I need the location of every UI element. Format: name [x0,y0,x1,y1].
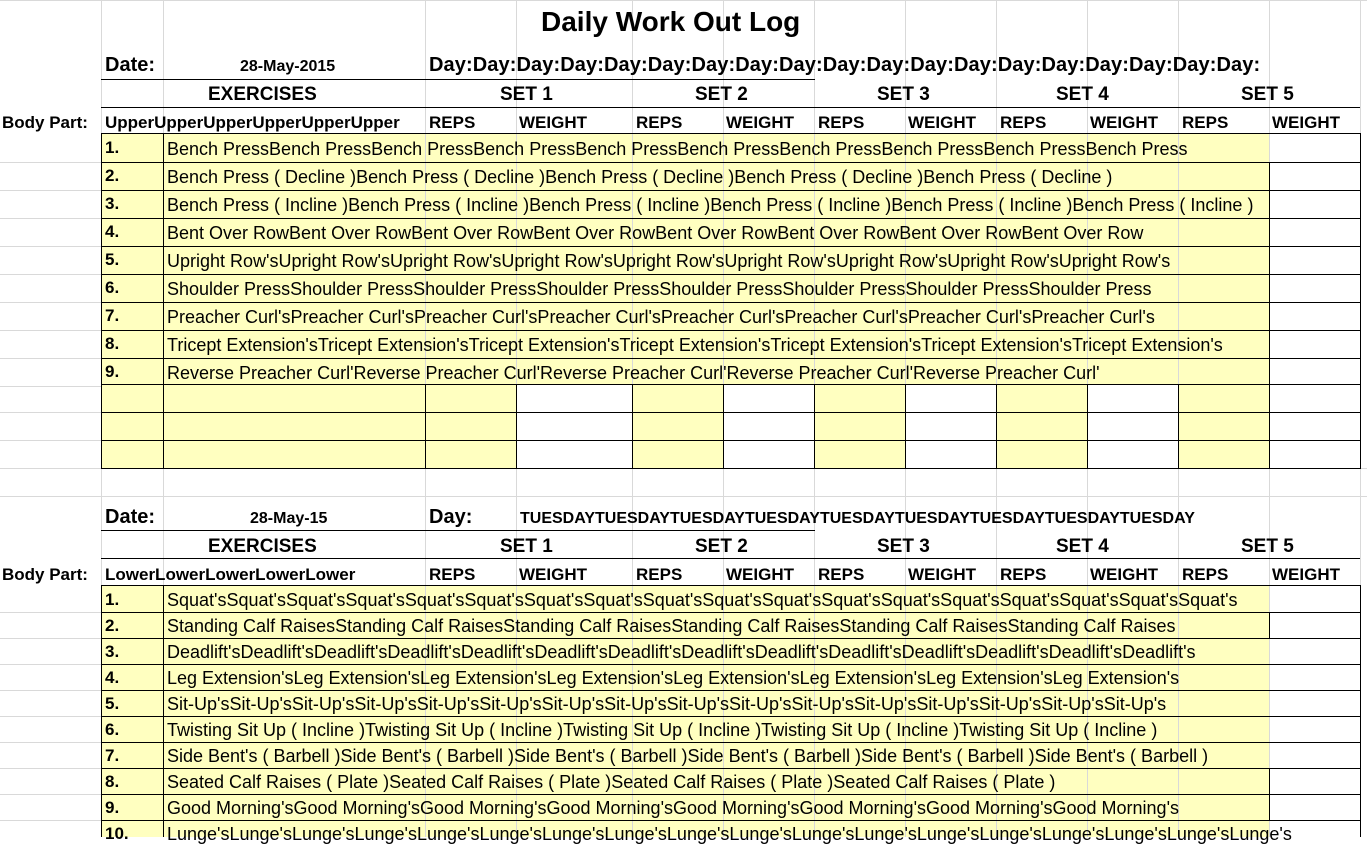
row-number: 8. [105,772,120,791]
reps-header: REPS [1182,113,1229,132]
reps-header: REPS [1182,565,1229,584]
set-header: SET 4 [1056,536,1109,557]
row-number: 5. [105,250,120,269]
exercise-cell[interactable]: Bent Over RowBent Over RowBent Over RowBent Over RowBent Over RowBent Over RowBent Over RowBent Over Row [167,223,1144,243]
body-part-value[interactable]: LowerLowerLowerLowerLower [105,565,356,584]
day-value[interactable]: Day:Day:Day:Day:Day:Day:Day:Day:Day:Day:Day:Day:Day:Day:Day:Day:Day:Day:Day: [429,54,1261,76]
set-header: SET 4 [1056,84,1109,105]
body-part-value[interactable]: UpperUpperUpperUpperUpperUpper [105,113,400,132]
reps-header: REPS [429,565,476,584]
date-value[interactable]: 28-May-15 [250,510,328,527]
weight-header: WEIGHT [726,565,794,584]
exercises-header: EXERCISES [208,536,317,557]
exercise-cell[interactable]: Bench Press ( Decline )Bench Press ( Decline )Bench Press ( Decline )Bench Press ( Decline )Bench Press ( Decline ) [167,167,1113,187]
set-header: SET 1 [500,84,553,105]
exercise-cell[interactable]: Standing Calf RaisesStanding Calf RaisesStanding Calf RaisesStanding Calf RaisesStanding Calf RaisesStanding Calf Raises [167,616,1176,636]
row-number: 2. [105,166,120,185]
exercise-cell[interactable]: Twisting Sit Up ( Incline )Twisting Sit Up ( Incline )Twisting Sit Up ( Incline )Twisting Sit Up ( Incline )Twisting Sit Up ( Incline ) [167,720,1158,740]
exercise-cell[interactable]: Tricept Extension'sTricept Extension'sTricept Extension'sTricept Extension'sTricept Extension'sTricept Extension'sTricept Extension's [167,335,1223,355]
weight-header: WEIGHT [1090,113,1158,132]
reps-header: REPS [1000,113,1047,132]
exercise-cell[interactable]: Upright Row'sUpright Row'sUpright Row'sUpright Row'sUpright Row'sUpright Row'sUpright Row'sUpright Row'sUpright Row's [167,251,1171,271]
weight-header: WEIGHT [908,565,976,584]
row-number: 6. [105,278,120,297]
set-header: SET 1 [500,536,553,557]
exercise-cell[interactable]: Preacher Curl'sPreacher Curl'sPreacher Curl'sPreacher Curl'sPreacher Curl'sPreacher Curl'sPreacher Curl'sPreacher Curl's [167,307,1155,327]
row-number: 2. [105,616,120,635]
date-label: Date: [105,54,156,76]
day-value[interactable]: TUESDAYTUESDAYTUESDAYTUESDAYTUESDAYTUESDAYTUESDAYTUESDAYTUESDAY [520,510,1195,527]
weight-header: WEIGHT [1090,565,1158,584]
exercise-cell[interactable]: Side Bent's ( Barbell )Side Bent's ( Barbell )Side Bent's ( Barbell )Side Bent's ( Barbell )Side Bent's ( Barbell )Side Bent's ( Barbell ) [167,746,1209,766]
body-part-label: Body Part: [2,113,88,132]
exercise-cell[interactable]: Shoulder PressShoulder PressShoulder PressShoulder PressShoulder PressShoulder PressShoulder PressShoulder Press [167,279,1152,299]
reps-header: REPS [636,113,683,132]
reps-header: REPS [636,565,683,584]
exercise-cell[interactable]: Reverse Preacher Curl'Reverse Preacher Curl'Reverse Preacher Curl'Reverse Preacher Curl'Reverse Preacher Curl' [167,363,1100,383]
weight-header: WEIGHT [1272,113,1340,132]
set-header: SET 2 [695,536,748,557]
exercise-cell[interactable]: Lunge'sLunge'sLunge'sLunge'sLunge'sLunge'sLunge'sLunge'sLunge'sLunge'sLunge'sLunge'sLunge'sLunge'sLunge'sLunge'sLunge'sLunge's [167,824,1292,844]
row-number: 9. [105,362,120,381]
weight-header: WEIGHT [908,113,976,132]
row-number: 8. [105,334,120,353]
weight-header: WEIGHT [519,113,587,132]
row-number: 7. [105,306,120,325]
weight-header: WEIGHT [519,565,587,584]
row-number: 4. [105,668,120,687]
exercise-cell[interactable]: Seated Calf Raises ( Plate )Seated Calf Raises ( Plate )Seated Calf Raises ( Plate )Seated Calf Raises ( Plate ) [167,772,1056,792]
exercise-cell[interactable]: Sit-Up'sSit-Up'sSit-Up'sSit-Up'sSit-Up'sSit-Up'sSit-Up'sSit-Up'sSit-Up'sSit-Up'sSit-Up'sSit-Up'sSit-Up'sSit-Up'sSit-Up'sSit-Up's [167,694,1167,714]
exercise-cell[interactable]: Good Morning'sGood Morning'sGood Morning'sGood Morning'sGood Morning'sGood Morning'sGood Morning'sGood Morning's [167,798,1180,818]
row-number: 5. [105,694,120,713]
exercise-cell[interactable]: Leg Extension'sLeg Extension'sLeg Extension'sLeg Extension'sLeg Extension'sLeg Extension'sLeg Extension'sLeg Extension's [167,668,1180,688]
row-number: 1. [105,590,120,609]
set-header: SET 5 [1241,84,1294,105]
reps-header: REPS [429,113,476,132]
reps-header: REPS [818,113,865,132]
row-number: 6. [105,720,120,739]
exercise-cell[interactable]: Deadlift'sDeadlift'sDeadlift'sDeadlift'sDeadlift'sDeadlift'sDeadlift'sDeadlift'sDeadlift'sDeadlift'sDeadlift'sDeadlift'sDeadlift'sDeadlift's [167,642,1196,662]
reps-header: REPS [1000,565,1047,584]
exercise-cell[interactable]: Squat'sSquat'sSquat'sSquat'sSquat'sSquat'sSquat'sSquat'sSquat'sSquat'sSquat'sSquat'sSquat'sSquat'sSquat'sSquat'sSquat'sSquat's [167,590,1238,610]
date-label: Date: [105,506,156,528]
row-number: 4. [105,222,120,241]
body-part-label: Body Part: [2,565,88,584]
row-number: 7. [105,746,120,765]
set-header: SET 2 [695,84,748,105]
set-header: SET 3 [877,84,930,105]
day-label: Day: [429,506,473,528]
row-number: 3. [105,642,120,661]
date-value[interactable]: 28-May-2015 [240,58,336,75]
exercises-header: EXERCISES [208,84,317,105]
weight-header: WEIGHT [726,113,794,132]
set-header: SET 3 [877,536,930,557]
reps-header: REPS [818,565,865,584]
weight-header: WEIGHT [1272,565,1340,584]
exercise-cell[interactable]: Bench PressBench PressBench PressBench PressBench PressBench PressBench PressBench PressBench PressBench Press [167,139,1188,159]
row-number: 3. [105,194,120,213]
row-number: 10. [105,824,129,843]
set-header: SET 5 [1241,536,1294,557]
row-number: 1. [105,138,120,157]
row-number: 9. [105,798,120,817]
exercise-cell[interactable]: Bench Press ( Incline )Bench Press ( Incline )Bench Press ( Incline )Bench Press ( Incline )Bench Press ( Incline )Bench Press ( Incline ) [167,195,1254,215]
page-title: Daily Work Out Log [541,6,801,37]
